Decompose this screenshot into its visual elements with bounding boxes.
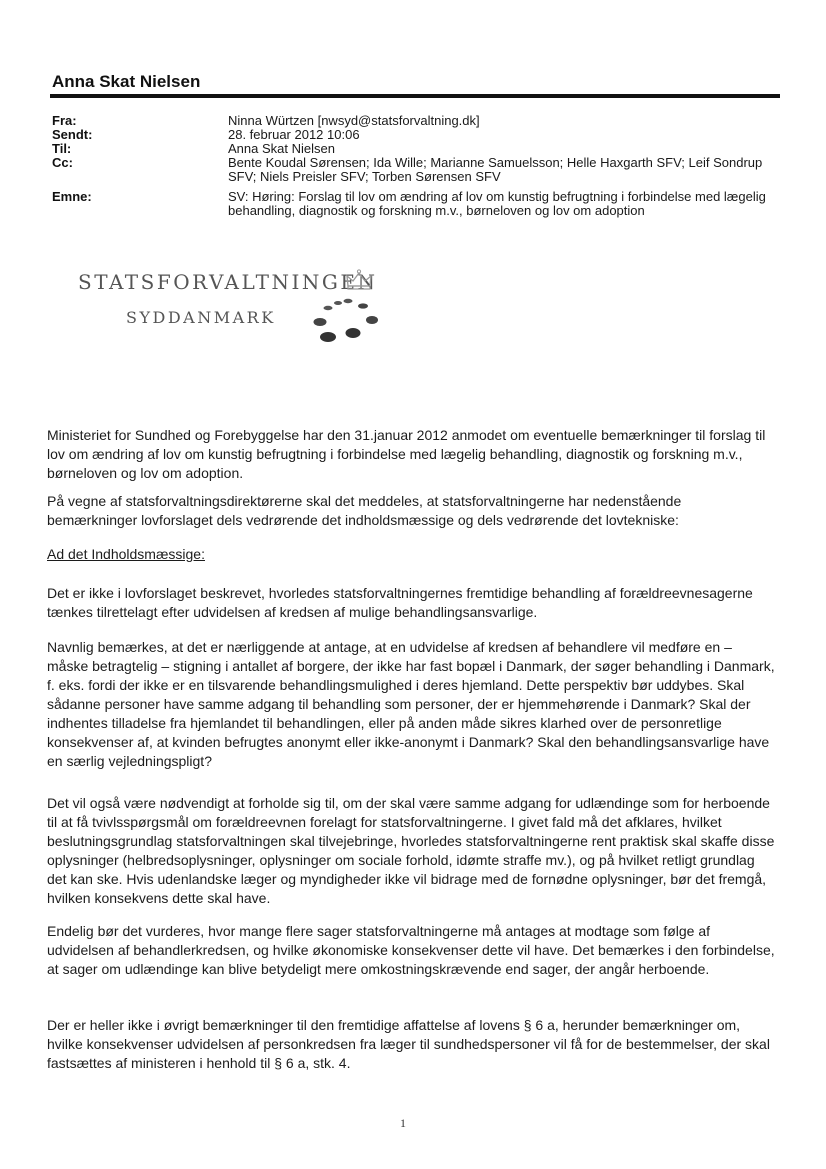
- section-heading: Ad det Indholdsmæssige:: [47, 546, 205, 562]
- sent-label: Sendt:: [52, 127, 93, 142]
- header-rule: [50, 94, 780, 98]
- body-paragraph: Ministeriet for Sundhed og Forebyggelse har den 31.januar 2012 anmodet om eventuelle bemærkninger til forslag til lov om ændring af lov om kunstig befrugtning i forbindelse med lægelig behandling, diagnostik og forskning m.v., børneloven og lov om adoption.: [47, 427, 766, 481]
- body-paragraph: Der er heller ikke i øvrigt bemærkninger til den fremtidige affattelse af lovens § 6 a, herunder bemærkninger om, hvilke konsekvenser udvidelsen af personkredsen fra læger til sundhedspersoner vil få for de bestemmelser, der skal fastsættes af ministeren i henhold til § 6 a, stk. 4.: [47, 1017, 770, 1071]
- sender-name: Anna Skat Nielsen: [52, 72, 201, 91]
- cc-label: Cc:: [52, 155, 73, 170]
- logo-text-line1: STATSFORVALTNINGEN: [78, 270, 378, 294]
- body-paragraph: Det vil også være nødvendigt at forholde sig til, om der skal være samme adgang for udlændinge som for herboende til at få tvivlsspørgsmål om forældreevnen forelagt for statsforvaltningerne. I givet fald må det afklares, hvilket beslutningsgrundlag statsforvaltningen skal tilvejebringe, hvorledes statsforvaltningerne rent praktisk skal skaffe disse oplysninger (helbredsoplysninger, oplysninger om sociale forhold, idømte straffe mv.), og på hvilket retligt grundlag det kan ske. Hvis udenlandske læger og myndigheder ikke vil bidrage med de fornødne oplysninger, bør det fremgå, hvilken konsekvens dette skal have.: [47, 795, 775, 906]
- sent-value: 28. februar 2012 10:06: [228, 127, 360, 142]
- dots-emblem-icon: [308, 296, 386, 344]
- logo-text-line2: SYDDANMARK: [126, 308, 276, 327]
- to-value: Anna Skat Nielsen: [228, 141, 335, 156]
- body-paragraph: Det er ikke i lovforslaget beskrevet, hvorledes statsforvaltningernes fremtidige behandling af forældreevnesagerne tænkes tilrettelagt efter udvidelsen af kredsen af mulige behandlingsansvarlige.: [47, 585, 753, 620]
- body-paragraph: Endelig bør det vurderes, hvor mange flere sager statsforvaltningerne må antages at modtage som følge af udvidelsen af behandlerkredsen, og hvilke økonomiske konsekvenser dette vil have. Det bemærkes i den forbindelse, at sager om udlændinge kan blive betydeligt mere omkostningskrævende end sager, der angår herboende.: [47, 923, 775, 977]
- body-paragraph: På vegne af statsforvaltningsdirektørerne skal det meddeles, at statsforvaltningerne har nedenstående bemærkninger lovforslaget dels vedrørende det indholdsmæssige og dels vedrørende det lovtekniske:: [47, 493, 682, 528]
- cc-value: Bente Koudal Sørensen; Ida Wille; Marianne Samuelsson; Helle Haxgarth SFV; Leif Sondrup SFV; Niels Preisler SFV; Torben Sørensen SFV: [228, 155, 763, 184]
- crown-icon: [344, 268, 374, 292]
- subject-value: SV: Høring: Forslag til lov om ændring af lov om kunstig befrugtning i forbindelse med lægelig behandling, diagnostik og forskning m.v., børneloven og lov om adoption: [228, 189, 766, 218]
- subject-label: Emne:: [52, 189, 92, 204]
- to-label: Til:: [52, 141, 72, 156]
- body-paragraph: Navnlig bemærkes, at det er nærliggende at antage, at en udvidelse af kredsen af behandlere vil medføre en – måske betragtelig – stigning i antallet af borgere, der ikke har fast bopæl i Danmark, der søger behandling i Danmark, f. eks. fordi der ikke er en tilsvarende behandlingsmulighed i deres hjemland. Dette perspektiv bør uddybes. Skal sådanne personer have samme adgang til behandling som personer, der er hjemmehørende i Danmark? Skal der indhentes tilladelse fra hjemlandet til behandlingen, eller på anden måde sikres klarhed over de personretlige konsekvenser af, at kvinden befrugtes anonymt eller ikke-anonymt i Danmark? Skal den behandlingsansvarlige have en særlig vejledningspligt?: [47, 639, 775, 769]
- page-number: 1: [400, 1116, 406, 1130]
- from-value: Ninna Würtzen [nwsyd@statsforvaltning.dk]: [228, 113, 480, 128]
- from-label: Fra:: [52, 113, 77, 128]
